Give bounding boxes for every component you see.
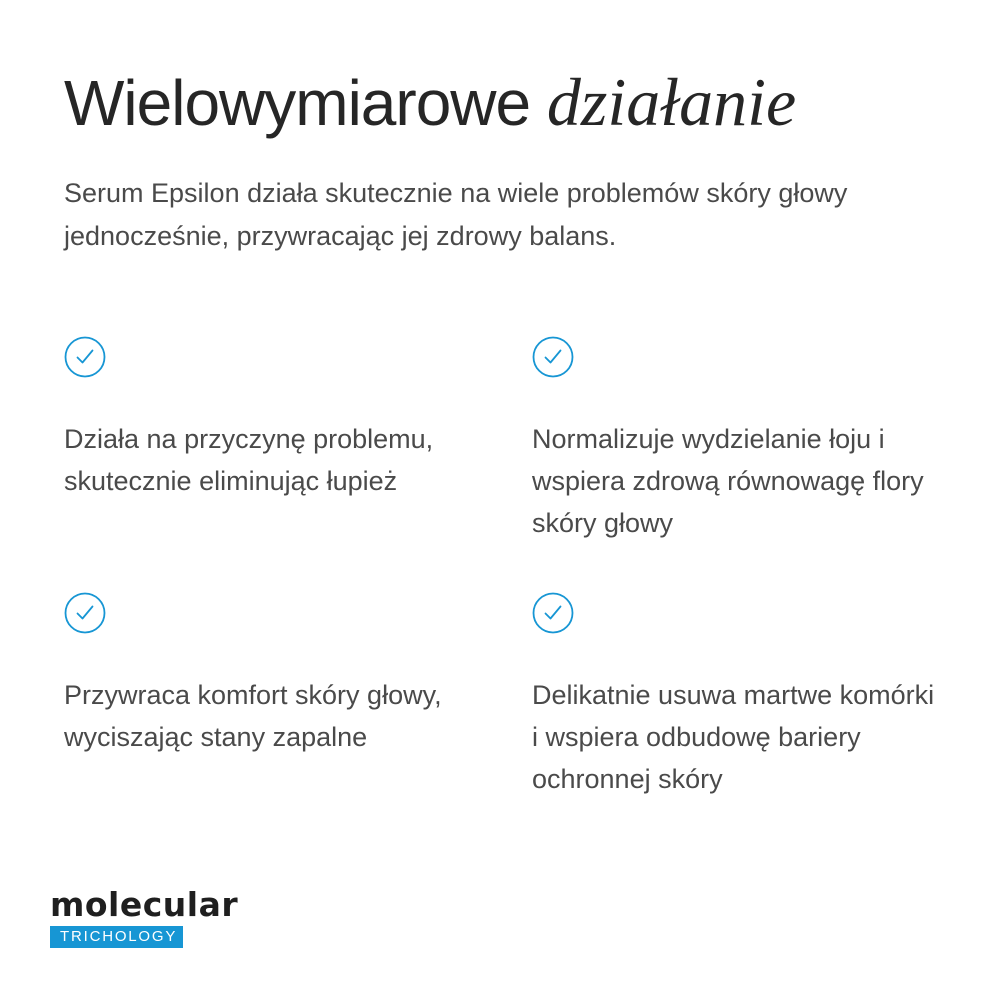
feature-text: Delikatnie usuwa martwe komórki i wspiera odbudowę bariery ochronnej skóry bbox=[532, 680, 935, 794]
check-circle-icon bbox=[532, 592, 574, 634]
logo-tagline: TRICHOLOGY bbox=[50, 926, 183, 948]
feature-item bbox=[532, 592, 942, 800]
brand-logo bbox=[50, 886, 245, 948]
logo-wordmark: molecular bbox=[50, 885, 239, 924]
check-circle-icon bbox=[532, 336, 574, 378]
page-subtitle: Serum Epsilon działa skutecznie na wiele problemów skóry głowy jednocześnie, przywracając jej zdrowy balans. bbox=[64, 178, 848, 251]
feature-text: Normalizuje wydzielanie łoju i wspiera zdrową równowagę flory skóry głowy bbox=[532, 424, 924, 538]
title-main: Wielowymiarowe bbox=[64, 67, 547, 139]
feature-item bbox=[532, 336, 942, 544]
feature-item bbox=[64, 592, 464, 758]
page-title bbox=[64, 62, 796, 143]
check-circle-icon bbox=[64, 592, 106, 634]
title-accent: działanie bbox=[546, 64, 797, 140]
feature-text: Przywraca komfort skóry głowy, wyciszając stany zapalne bbox=[64, 680, 442, 752]
check-circle-icon bbox=[64, 336, 106, 378]
feature-item bbox=[64, 336, 464, 502]
feature-text: Działa na przyczynę problemu, skutecznie eliminując łupież bbox=[64, 424, 434, 496]
